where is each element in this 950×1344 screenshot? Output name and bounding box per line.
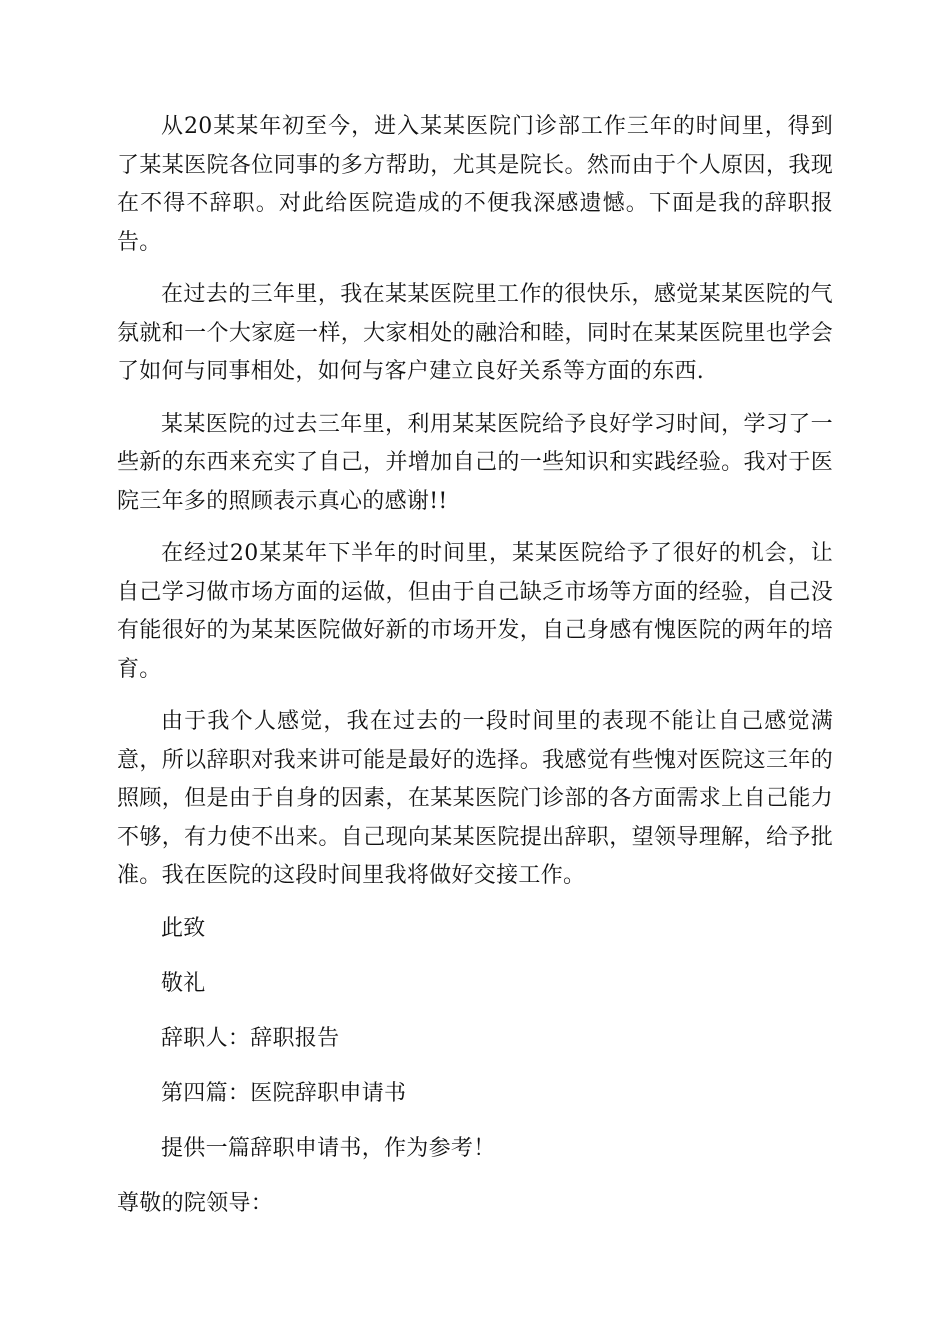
signature-line: 辞职人：辞职报告	[161, 1025, 340, 1051]
body-paragraph-2: 在过去的三年里，我在某某医院里工作的很快乐，感觉某某医院的气氛就和一个大家庭一样，大家相处的融洽和睦，同时在某某医院里也学会了如何与同事相处，如何与客户建立良好关系等方面的东西.	[117, 282, 833, 384]
body-paragraph-5: 由于我个人感觉，我在过去的一段时间里的表现不能让自己感觉满意，所以辞职对我来讲可能是最好的选择。我感觉有些愧对医院这三年的照顾，但是由于自身的因素，在某某医院门诊部的各方面需求上自己能力不够，有力使不出来。自己现向某某医院提出辞职，望领导理解，给予批准。我在医院的这段时间里我将做好交接工作。	[117, 709, 833, 888]
regards-line: 敬礼	[161, 970, 206, 996]
intro-line: 提供一篇辞职申请书，作为参考！	[161, 1135, 496, 1161]
salutation-line: 尊敬的院领导：	[117, 1190, 274, 1216]
document-page	[117, 108, 833, 1223]
body-paragraph-4: 在经过20某某年下半年的时间里，某某医院给予了很好的机会，让自己学习做市场方面的运做，但由于自己缺乏市场等方面的经验，自己没有能很好的为某某医院做好新的市场开发，自己身感有愧医院的两年的培育。	[117, 541, 833, 682]
closing-line: 此致	[161, 915, 206, 941]
body-paragraph-3: 某某医院的过去三年里，利用某某医院给予良好学习时间，学习了一些新的东西来充实了自己，并增加自己的一些知识和实践经验。我对于医院三年多的照顾表示真心的感谢!!	[117, 411, 833, 514]
body-paragraph-1: 从20某某年初至今，进入某某医院门诊部工作三年的时间里，得到了某某医院各位同事的多方帮助，尤其是院长。然而由于个人原因，我现在不得不辞职。对此给医院造成的不便我深感遗憾。下面是我的辞职报告。	[117, 114, 833, 255]
section-title: 第四篇：医院辞职申请书	[161, 1080, 407, 1106]
